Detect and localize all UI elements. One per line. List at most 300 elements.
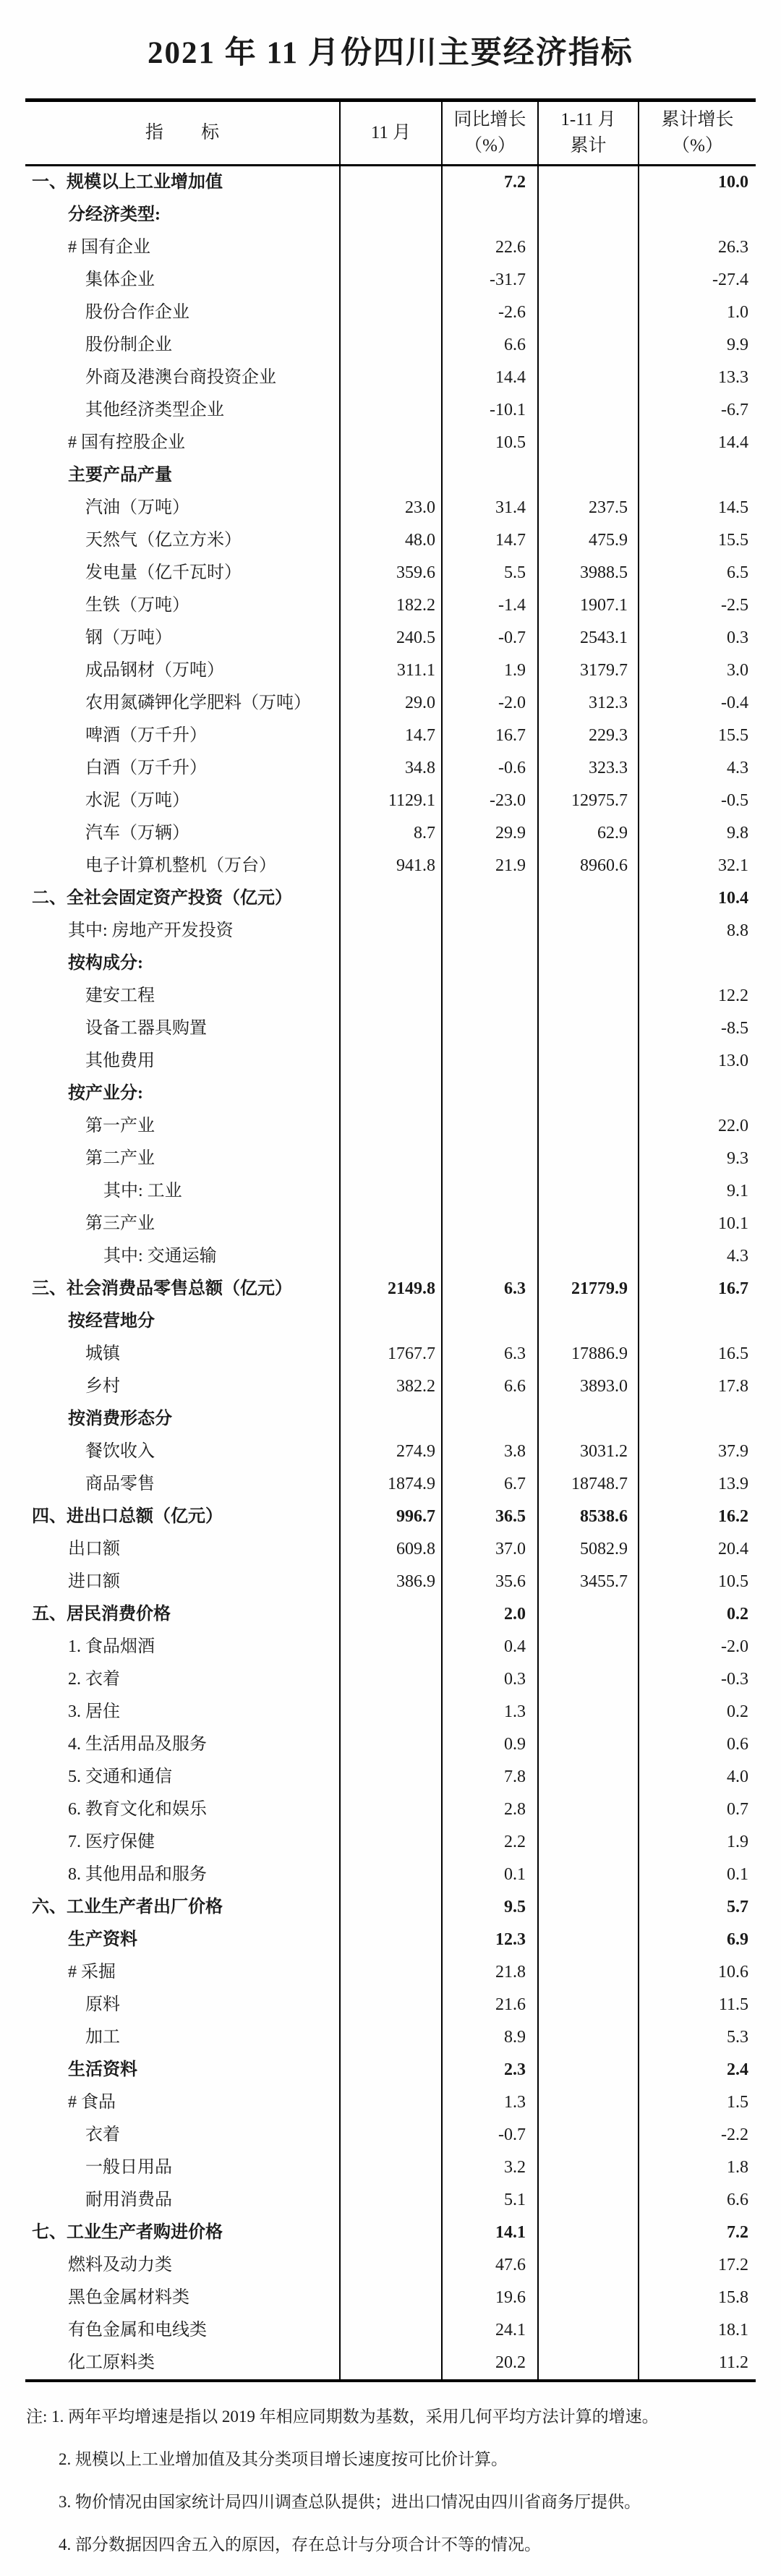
value-yoy-growth: 0.1 xyxy=(442,1859,538,1891)
value-cumulative xyxy=(538,2282,639,2314)
value-cumulative: 475.9 xyxy=(538,524,639,557)
value-cumulative-growth: 8.8 xyxy=(639,915,756,947)
value-cumulative xyxy=(538,1078,639,1110)
column-header-cumulative-line2: 累计 xyxy=(570,135,607,155)
indicator-label: 1. 食品烟酒 xyxy=(68,1637,155,1656)
value-november xyxy=(340,2119,442,2151)
value-november xyxy=(340,1826,442,1859)
value-cumulative xyxy=(538,394,639,427)
value-cumulative: 17886.9 xyxy=(538,1338,639,1370)
indicator-label: 有色金属和电线类 xyxy=(68,2320,207,2340)
value-cumulative-growth: 2.4 xyxy=(639,2054,756,2086)
value-november: 2149.8 xyxy=(340,1273,442,1305)
value-cumulative-growth: 11.5 xyxy=(639,1989,756,2021)
value-cumulative-growth: 16.2 xyxy=(639,1501,756,1533)
table-row xyxy=(25,1826,756,1859)
indicator-label: 外商及港澳台商投资企业 xyxy=(85,367,276,387)
table-row xyxy=(25,785,756,817)
value-cumulative-growth: 26.3 xyxy=(639,231,756,264)
value-cumulative-growth: 10.6 xyxy=(639,1956,756,1989)
value-yoy-growth: -0.7 xyxy=(442,622,538,654)
value-yoy-growth: 7.8 xyxy=(442,1761,538,1794)
value-november xyxy=(340,2151,442,2184)
indicator-label: 按产业分: xyxy=(68,1083,143,1103)
table-row xyxy=(25,557,756,589)
value-november xyxy=(340,2021,442,2054)
value-november: 359.6 xyxy=(340,557,442,589)
value-cumulative xyxy=(538,1696,639,1728)
table-row xyxy=(25,492,756,524)
value-november xyxy=(340,264,442,297)
value-yoy-growth: 22.6 xyxy=(442,231,538,264)
value-cumulative: 3893.0 xyxy=(538,1370,639,1403)
value-yoy-growth xyxy=(442,459,538,492)
value-november: 48.0 xyxy=(340,524,442,557)
table-row xyxy=(25,427,756,459)
indicator-label: 其他费用 xyxy=(85,1051,155,1070)
value-yoy-growth: 12.3 xyxy=(442,1924,538,1956)
table-row xyxy=(25,2119,756,2151)
value-november xyxy=(340,980,442,1012)
indicator-label: 原料 xyxy=(85,1995,120,2014)
indicator-label: 进口额 xyxy=(68,1571,120,1591)
column-header-cumulative xyxy=(538,100,639,165)
table-row xyxy=(25,2086,756,2119)
indicator-label: 四、进出口总额（亿元） xyxy=(32,1506,223,1526)
value-cumulative-growth: 6.6 xyxy=(639,2184,756,2217)
value-cumulative-growth: 10.0 xyxy=(639,165,756,199)
indicator-label: 餐饮收入 xyxy=(85,1441,155,1461)
value-november xyxy=(340,165,442,199)
table-row xyxy=(25,1663,756,1696)
value-cumulative-growth: 0.7 xyxy=(639,1794,756,1826)
table-row xyxy=(25,1305,756,1338)
table-row xyxy=(25,1533,756,1566)
table-row xyxy=(25,1859,756,1891)
table-row xyxy=(25,231,756,264)
value-cumulative: 237.5 xyxy=(538,492,639,524)
indicator-label: 钢（万吨） xyxy=(85,628,172,647)
table-row xyxy=(25,947,756,980)
footnote: 4. 部分数据因四舍五入的原因，存在总计与分项合计不等的情况。 xyxy=(59,2536,541,2554)
table-row xyxy=(25,2249,756,2282)
value-cumulative: 3031.2 xyxy=(538,1436,639,1468)
indicator-label: # 国有控股企业 xyxy=(68,432,185,452)
indicator-label: 二、全社会固定资产投资（亿元） xyxy=(32,888,292,908)
value-yoy-growth: 36.5 xyxy=(442,1501,538,1533)
value-cumulative xyxy=(538,329,639,362)
value-cumulative-growth: 14.5 xyxy=(639,492,756,524)
table-row xyxy=(25,1012,756,1045)
value-cumulative xyxy=(538,459,639,492)
value-cumulative-growth: 0.3 xyxy=(639,622,756,654)
column-header-cumulative-growth-line1: 累计增长 xyxy=(661,109,734,129)
value-yoy-growth: 6.3 xyxy=(442,1338,538,1370)
value-cumulative-growth: 17.2 xyxy=(639,2249,756,2282)
value-november xyxy=(340,2249,442,2282)
value-yoy-growth: 9.5 xyxy=(442,1891,538,1924)
table-row xyxy=(25,1110,756,1143)
indicator-label: # 国有企业 xyxy=(68,237,150,257)
value-yoy-growth xyxy=(442,1012,538,1045)
value-cumulative xyxy=(538,1012,639,1045)
value-yoy-growth: -2.6 xyxy=(442,297,538,329)
value-yoy-growth: 20.2 xyxy=(442,2347,538,2381)
indicator-label: 白酒（万千升） xyxy=(85,758,207,777)
value-cumulative xyxy=(538,231,639,264)
indicator-label: 3. 居住 xyxy=(68,1702,120,1721)
value-yoy-growth: 2.8 xyxy=(442,1794,538,1826)
value-cumulative-growth: 13.3 xyxy=(639,362,756,394)
column-header-indicator-label: 指 标 xyxy=(145,122,220,142)
value-november xyxy=(340,199,442,231)
table-row xyxy=(25,297,756,329)
value-yoy-growth: 21.9 xyxy=(442,850,538,882)
value-cumulative xyxy=(538,1761,639,1794)
value-cumulative-growth: 9.8 xyxy=(639,817,756,850)
value-november xyxy=(340,2184,442,2217)
value-yoy-growth: 47.6 xyxy=(442,2249,538,2282)
value-cumulative xyxy=(538,1728,639,1761)
indicator-label: 生铁（万吨） xyxy=(85,595,189,615)
page-title: 2021 年 11 月份四川主要经济指标 xyxy=(148,36,633,70)
table-row xyxy=(25,1175,756,1208)
value-cumulative-growth: 5.7 xyxy=(639,1891,756,1924)
value-november: 274.9 xyxy=(340,1436,442,1468)
value-november xyxy=(340,1175,442,1208)
value-cumulative-growth: 9.9 xyxy=(639,329,756,362)
table-row xyxy=(25,980,756,1012)
value-cumulative xyxy=(538,947,639,980)
value-yoy-growth: -1.4 xyxy=(442,589,538,622)
value-cumulative: 5082.9 xyxy=(538,1533,639,1566)
value-november: 311.1 xyxy=(340,654,442,687)
value-yoy-growth: 2.0 xyxy=(442,1598,538,1631)
value-cumulative: 3455.7 xyxy=(538,1566,639,1598)
value-cumulative: 323.3 xyxy=(538,752,639,785)
indicator-label: 商品零售 xyxy=(85,1474,155,1493)
indicator-label: 2. 衣着 xyxy=(68,1669,120,1689)
indicator-label: 六、工业生产者出厂价格 xyxy=(32,1897,223,1916)
value-november xyxy=(340,1761,442,1794)
value-cumulative: 312.3 xyxy=(538,687,639,720)
value-november xyxy=(340,1012,442,1045)
value-yoy-growth: 21.6 xyxy=(442,1989,538,2021)
value-cumulative-growth: -0.4 xyxy=(639,687,756,720)
indicator-label: 主要产品产量 xyxy=(68,465,172,485)
value-november xyxy=(340,459,442,492)
value-yoy-growth: 19.6 xyxy=(442,2282,538,2314)
table-row xyxy=(25,1956,756,1989)
value-cumulative xyxy=(538,199,639,231)
table-row xyxy=(25,915,756,947)
value-cumulative-growth: 15.5 xyxy=(639,524,756,557)
table-row xyxy=(25,1468,756,1501)
value-november: 14.7 xyxy=(340,720,442,752)
value-november xyxy=(340,1078,442,1110)
value-yoy-growth: 37.0 xyxy=(442,1533,538,1566)
value-yoy-growth xyxy=(442,1240,538,1273)
value-november xyxy=(340,231,442,264)
value-cumulative xyxy=(538,1859,639,1891)
table-row xyxy=(25,1728,756,1761)
value-yoy-growth: -0.7 xyxy=(442,2119,538,2151)
value-november: 609.8 xyxy=(340,1533,442,1566)
value-yoy-growth xyxy=(442,882,538,915)
table-row xyxy=(25,394,756,427)
value-cumulative-growth: 14.4 xyxy=(639,427,756,459)
indicator-label: 设备工器具购置 xyxy=(85,1018,207,1038)
table-row xyxy=(25,687,756,720)
table-row xyxy=(25,1696,756,1728)
value-cumulative-growth: -27.4 xyxy=(639,264,756,297)
indicator-label: 按构成分: xyxy=(68,953,143,973)
indicator-label: 5. 交通和通信 xyxy=(68,1767,172,1786)
value-cumulative xyxy=(538,1175,639,1208)
indicator-label: 三、社会消费品零售总额（亿元） xyxy=(32,1279,292,1298)
indicator-label: 七、工业生产者购进价格 xyxy=(32,2222,223,2242)
value-november xyxy=(340,2314,442,2347)
value-cumulative-growth: 4.3 xyxy=(639,752,756,785)
value-cumulative: 62.9 xyxy=(538,817,639,850)
value-november xyxy=(340,1631,442,1663)
value-november: 29.0 xyxy=(340,687,442,720)
value-cumulative-growth: 9.3 xyxy=(639,1143,756,1175)
indicator-label: 其中: 工业 xyxy=(103,1181,182,1200)
column-header-november xyxy=(340,100,442,165)
value-november xyxy=(340,1045,442,1078)
column-header-yoy-growth-line2: （%） xyxy=(464,135,516,155)
value-cumulative-growth xyxy=(639,199,756,231)
value-yoy-growth xyxy=(442,1143,538,1175)
table-row xyxy=(25,1045,756,1078)
value-cumulative-growth: 0.6 xyxy=(639,1728,756,1761)
indicator-label: 建安工程 xyxy=(85,986,155,1005)
value-yoy-growth xyxy=(442,947,538,980)
value-cumulative-growth: 5.3 xyxy=(639,2021,756,2054)
value-november xyxy=(340,1208,442,1240)
value-cumulative-growth: 0.2 xyxy=(639,1696,756,1728)
value-november xyxy=(340,1956,442,1989)
value-yoy-growth: 1.3 xyxy=(442,1696,538,1728)
value-cumulative xyxy=(538,1240,639,1273)
value-november xyxy=(340,1143,442,1175)
column-header-november-label: 11 月 xyxy=(370,122,411,142)
indicator-label: # 采掘 xyxy=(68,1962,116,1982)
value-cumulative xyxy=(538,1794,639,1826)
value-cumulative xyxy=(538,2184,639,2217)
value-november xyxy=(340,1728,442,1761)
table-row xyxy=(25,654,756,687)
value-cumulative xyxy=(538,1305,639,1338)
value-cumulative-growth: 15.8 xyxy=(639,2282,756,2314)
table-row xyxy=(25,2217,756,2249)
indicators-table xyxy=(25,98,756,2382)
value-november xyxy=(340,1794,442,1826)
value-cumulative-growth: -2.0 xyxy=(639,1631,756,1663)
value-cumulative-growth: 1.8 xyxy=(639,2151,756,2184)
table-row xyxy=(25,752,756,785)
value-cumulative xyxy=(538,1208,639,1240)
indicator-label: 电子计算机整机（万台） xyxy=(85,856,276,875)
column-header-yoy-growth-line1: 同比增长 xyxy=(453,109,526,129)
value-cumulative-growth: 1.5 xyxy=(639,2086,756,2119)
value-november xyxy=(340,2347,442,2381)
value-november xyxy=(340,915,442,947)
value-yoy-growth xyxy=(442,1175,538,1208)
value-yoy-growth: 24.1 xyxy=(442,2314,538,2347)
table-row xyxy=(25,524,756,557)
value-cumulative-growth: 16.5 xyxy=(639,1338,756,1370)
value-cumulative-growth: 7.2 xyxy=(639,2217,756,2249)
value-yoy-growth: 1.3 xyxy=(442,2086,538,2119)
table-row xyxy=(25,2151,756,2184)
value-cumulative-growth: 32.1 xyxy=(639,850,756,882)
value-november xyxy=(340,1859,442,1891)
value-november: 34.8 xyxy=(340,752,442,785)
table-row xyxy=(25,1436,756,1468)
value-cumulative-growth: 16.7 xyxy=(639,1273,756,1305)
value-yoy-growth: 16.7 xyxy=(442,720,538,752)
indicator-label: 乡村 xyxy=(85,1376,120,1396)
indicator-label: 黑色金属材料类 xyxy=(68,2287,189,2307)
value-yoy-growth xyxy=(442,1110,538,1143)
table-row xyxy=(25,1240,756,1273)
table-row xyxy=(25,459,756,492)
value-cumulative-growth xyxy=(639,1305,756,1338)
value-november xyxy=(340,1663,442,1696)
value-november xyxy=(340,2282,442,2314)
indicator-label: 生产资料 xyxy=(68,1929,137,1949)
value-november xyxy=(340,882,442,915)
value-yoy-growth: 8.9 xyxy=(442,2021,538,2054)
value-yoy-growth: 1.9 xyxy=(442,654,538,687)
value-cumulative xyxy=(538,1598,639,1631)
value-november xyxy=(340,1598,442,1631)
table-row xyxy=(25,2347,756,2381)
table-row xyxy=(25,850,756,882)
table-row xyxy=(25,1338,756,1370)
value-november xyxy=(340,2086,442,2119)
value-cumulative-growth: 4.0 xyxy=(639,1761,756,1794)
table-row xyxy=(25,1761,756,1794)
value-november xyxy=(340,329,442,362)
indicator-label: 7. 医疗保健 xyxy=(68,1832,155,1851)
value-yoy-growth: -31.7 xyxy=(442,264,538,297)
value-cumulative xyxy=(538,1989,639,2021)
value-cumulative xyxy=(538,1826,639,1859)
value-cumulative xyxy=(538,165,639,199)
table-row xyxy=(25,1403,756,1436)
value-yoy-growth xyxy=(442,1078,538,1110)
value-cumulative xyxy=(538,2249,639,2282)
indicator-label: 股份制企业 xyxy=(85,335,172,354)
table-row xyxy=(25,589,756,622)
indicator-label: 耐用消费品 xyxy=(85,2190,172,2209)
value-cumulative-growth: -0.3 xyxy=(639,1663,756,1696)
table-row xyxy=(25,1924,756,1956)
table-row xyxy=(25,1598,756,1631)
value-yoy-growth: 7.2 xyxy=(442,165,538,199)
value-cumulative xyxy=(538,297,639,329)
value-cumulative xyxy=(538,915,639,947)
table-row xyxy=(25,1631,756,1663)
value-november xyxy=(340,1110,442,1143)
value-yoy-growth: 29.9 xyxy=(442,817,538,850)
value-november xyxy=(340,427,442,459)
value-cumulative: 2543.1 xyxy=(538,622,639,654)
value-november: 382.2 xyxy=(340,1370,442,1403)
value-cumulative: 1907.1 xyxy=(538,589,639,622)
value-cumulative xyxy=(538,980,639,1012)
indicator-label: 其中: 交通运输 xyxy=(103,1246,217,1266)
indicator-label: 加工 xyxy=(85,2027,120,2047)
value-cumulative-growth: 18.1 xyxy=(639,2314,756,2347)
table-row xyxy=(25,882,756,915)
value-yoy-growth: 2.3 xyxy=(442,2054,538,2086)
indicator-label: 一般日用品 xyxy=(85,2157,172,2177)
value-cumulative xyxy=(538,1891,639,1924)
indicator-label: 第三产业 xyxy=(85,1214,155,1233)
table-row xyxy=(25,165,756,199)
value-cumulative-growth: 1.0 xyxy=(639,297,756,329)
value-cumulative xyxy=(538,1956,639,1989)
column-header-indicator xyxy=(25,100,340,165)
indicator-label: 出口额 xyxy=(68,1539,120,1558)
value-cumulative xyxy=(538,264,639,297)
value-cumulative-growth: 13.0 xyxy=(639,1045,756,1078)
value-cumulative xyxy=(538,362,639,394)
value-yoy-growth xyxy=(442,980,538,1012)
indicator-label: 按经营地分 xyxy=(68,1311,155,1331)
indicator-label: 集体企业 xyxy=(85,270,155,289)
value-yoy-growth: 3.2 xyxy=(442,2151,538,2184)
value-yoy-growth: 14.1 xyxy=(442,2217,538,2249)
value-cumulative xyxy=(538,2054,639,2086)
table-row xyxy=(25,1501,756,1533)
column-header-cumulative-growth-line2: （%） xyxy=(672,135,723,155)
table-row xyxy=(25,720,756,752)
table-row xyxy=(25,1370,756,1403)
value-cumulative xyxy=(538,1663,639,1696)
value-cumulative-growth xyxy=(639,1403,756,1436)
table-row xyxy=(25,362,756,394)
value-cumulative-growth xyxy=(639,1078,756,1110)
footnote: 注: 1. 两年平均增速是指以 2019 年相应同期数为基数，采用几何平均方法计算的增速。 xyxy=(26,2407,659,2426)
value-yoy-growth: 35.6 xyxy=(442,1566,538,1598)
value-november: 996.7 xyxy=(340,1501,442,1533)
value-cumulative xyxy=(538,1631,639,1663)
footnote: 3. 物价情况由国家统计局四川调查总队提供；进出口情况由四川省商务厅提供。 xyxy=(59,2492,641,2511)
table-row xyxy=(25,2054,756,2086)
value-cumulative-growth: 13.9 xyxy=(639,1468,756,1501)
value-cumulative-growth: 11.2 xyxy=(639,2347,756,2381)
value-yoy-growth: 0.9 xyxy=(442,1728,538,1761)
indicator-label: 城镇 xyxy=(85,1344,120,1363)
value-cumulative-growth: 1.9 xyxy=(639,1826,756,1859)
value-yoy-growth: 14.4 xyxy=(442,362,538,394)
value-cumulative xyxy=(538,2151,639,2184)
table-row xyxy=(25,2282,756,2314)
value-cumulative-growth: 12.2 xyxy=(639,980,756,1012)
indicator-label: 成品钢材（万吨） xyxy=(85,660,224,680)
table-row xyxy=(25,2314,756,2347)
value-cumulative xyxy=(538,2119,639,2151)
value-yoy-growth: -2.0 xyxy=(442,687,538,720)
value-yoy-growth xyxy=(442,199,538,231)
value-cumulative-growth: 10.5 xyxy=(639,1566,756,1598)
value-yoy-growth: 31.4 xyxy=(442,492,538,524)
